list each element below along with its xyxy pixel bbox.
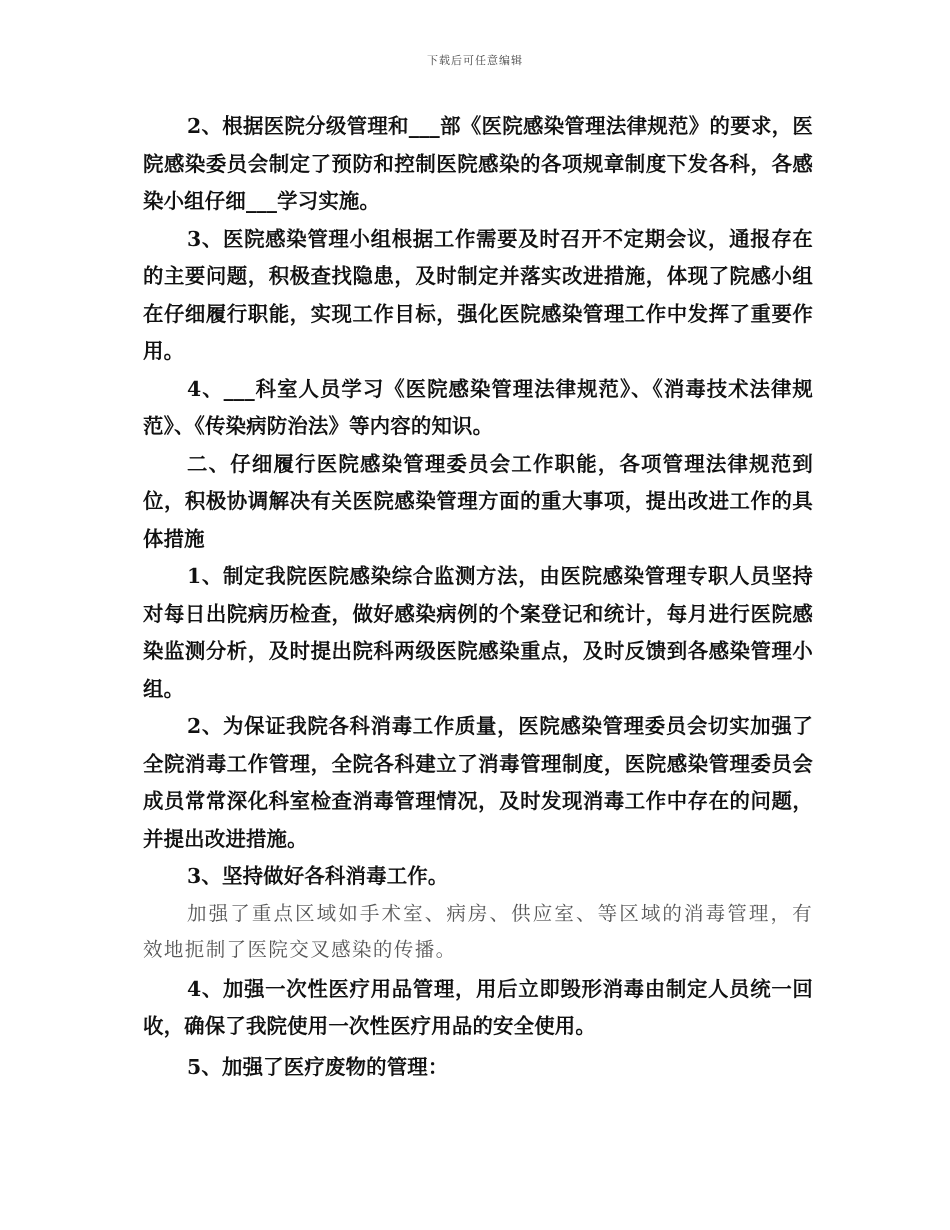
paragraph-medical-waste: 5、加强了医疗废物的管理： [187,1054,449,1079]
paragraph-item-2-regulations: 2、根据医院分级管理和___部《医院感染管理法律规范》的要求，医院感染委员会制定了预防和控制医院感染的各项规章制度下发各科，各感染小组仔细___学习实施。 [143,114,813,213]
paragraph-disinfection-quality: 2、为保证我院各科消毒工作质量，医院感染管理委员会切实加强了全院消毒工作管理，全院各科建立了消毒管理制度，医院感染管理委员会成员常常深化科室检查消毒管理情况，及时发现消毒工作中存在的问题，并提出改进措施。 [143,714,813,851]
paragraph-section-2-heading: 二、仔细履行医院感染管理委员会工作职能，各项管理法律规范到位，积极协调解决有关医院感染管理方面的重大事项，提出改进工作的具体措施 [143,451,813,551]
paragraph-disposable-supplies: 4、加强一次性医疗用品管理，用后立即毁形消毒由制定人员统一回收，确保了我院使用一次性医疗用品的安全使用。 [143,976,813,1038]
page-header: 下载后可任意编辑 [427,54,523,67]
paragraph-item-3-meetings: 3、医院感染管理小组根据工作需要及时召开不定期会议，通报存在的主要问题，积极查找隐患，及时制定并落实改进措施，体现了院感小组在仔细履行职能，实现工作目标，强化医院感染管理工作中发挥了重要作用。 [143,226,813,363]
document-body [143,108,813,1086]
paragraph-item-4-training: 4、___科室人员学习《医院感染管理法律规范》、《消毒技术法律规范》、《传染病防治法》等内容的知识。 [143,376,813,438]
paragraph-disinfection-work: 3、坚持做好各科消毒工作。 [187,864,449,888]
paragraph-key-areas: 加强了重点区域如手术室、病房、供应室、等区域的消毒管理，有效地扼制了医院交叉感染的传播。 [143,901,813,961]
paragraph-monitoring: 1、制定我院医院感染综合监测方法，由医院感染管理专职人员坚持对每日出院病历检查，做好感染病例的个案登记和统计，每月进行医院感染监测分析，及时提出院科两级医院感染重点，及时反馈到各感染管理小组。 [143,564,813,701]
